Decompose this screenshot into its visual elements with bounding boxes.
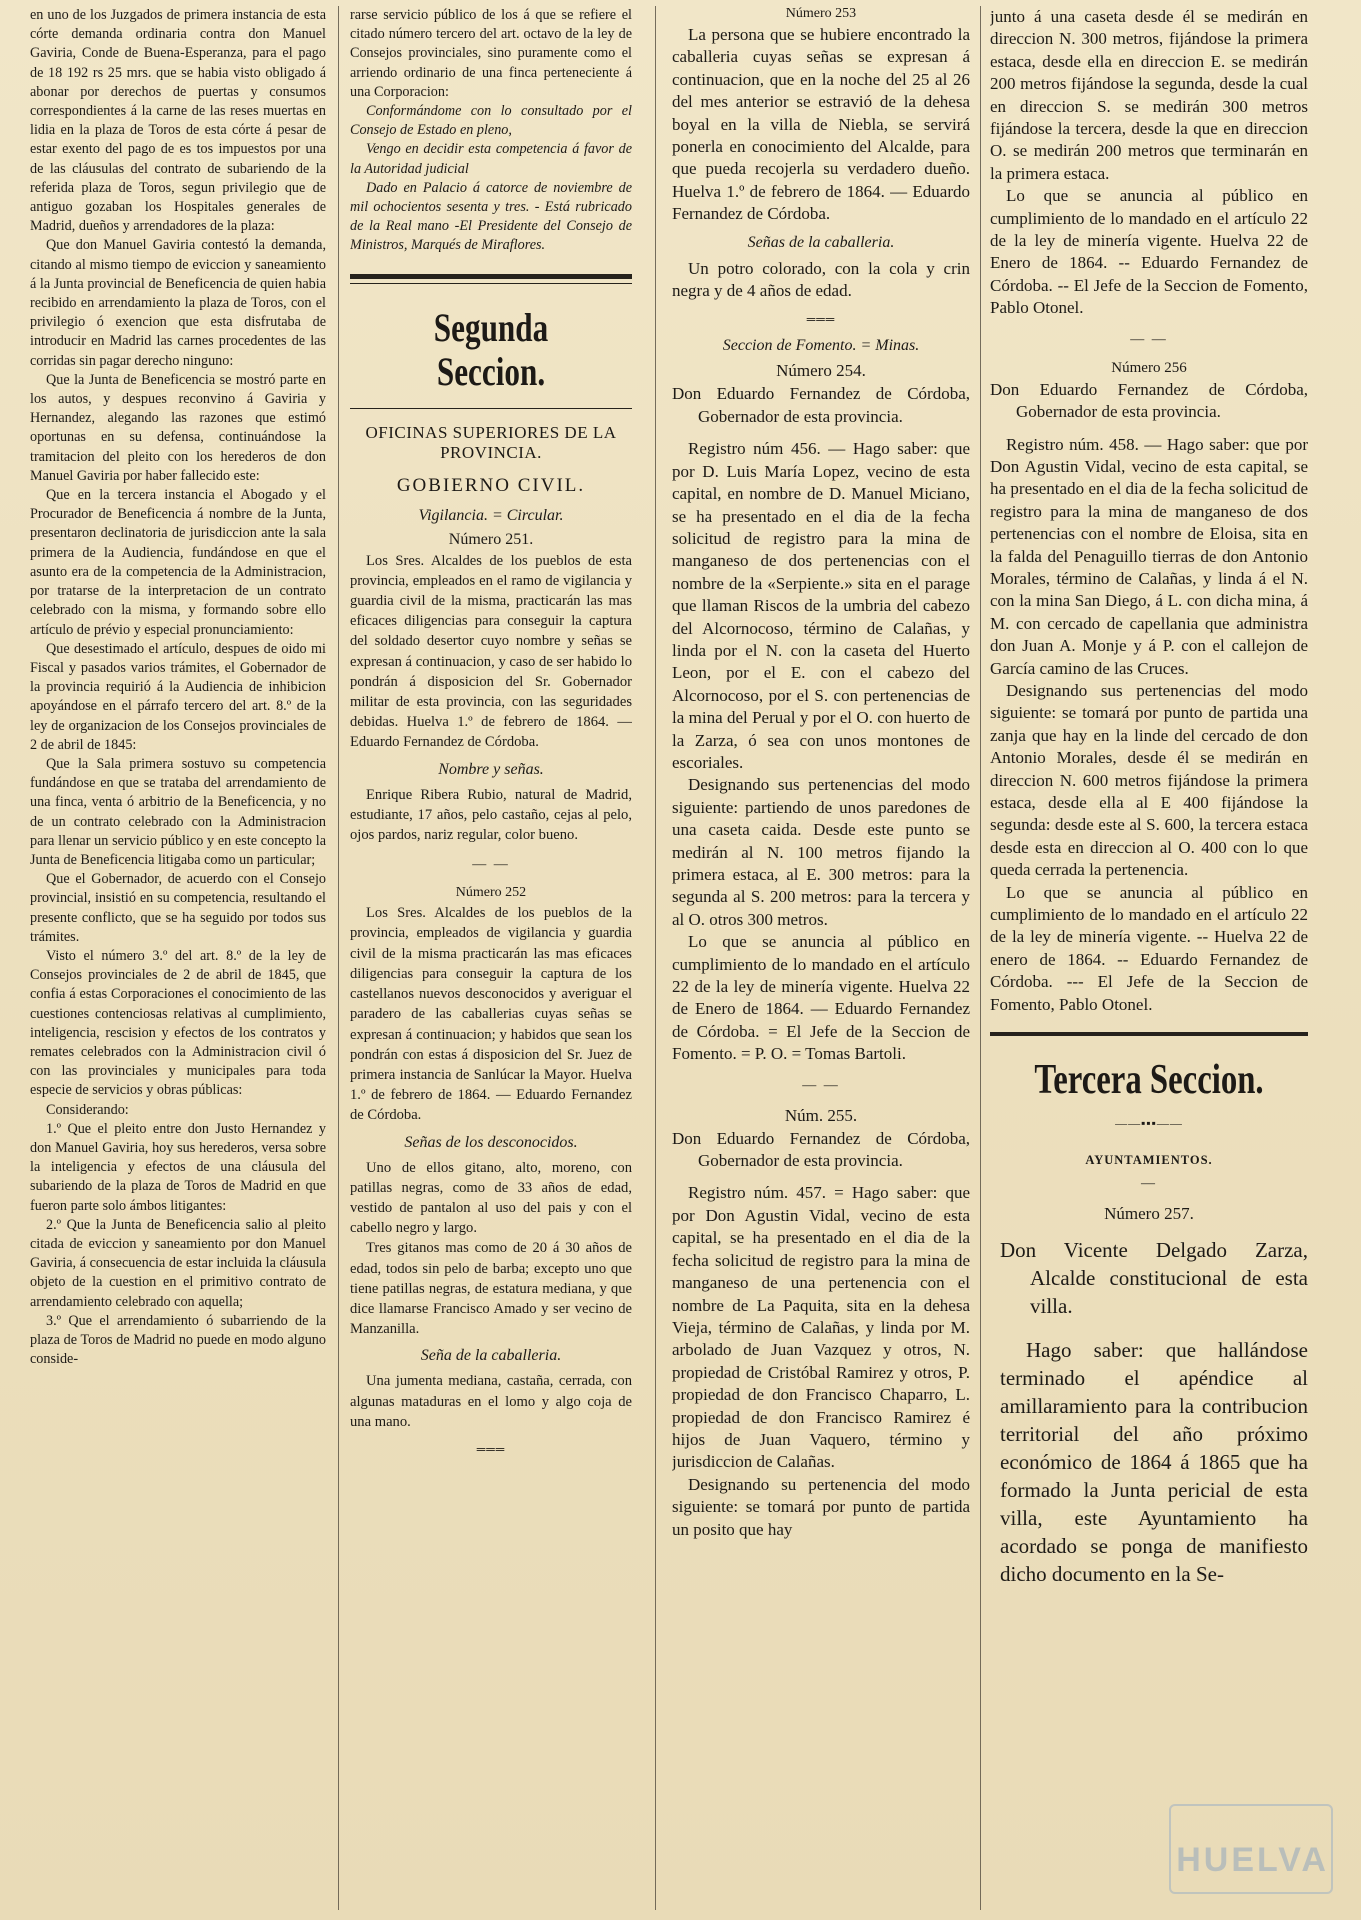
- paragraph: Tres gitanos mas como de 20 á 30 años de edad, todos sin pelo de barba; excepto uno que tiene patillas negras, de estatura mediana, y que dice llamarse Francisco Amado y ser vecino de Manzanilla.: [350, 1240, 632, 1338]
- section-title: Segunda Seccion.: [433, 304, 549, 394]
- paragraph: 3.º Que el arrendamiento ó subarriendo de la plaza de Toros de Madrid no puede en modo alguno conside-: [30, 1312, 326, 1368]
- notice-number: Número 253: [785, 6, 857, 21]
- paragraph: Vengo en decidir esta competencia á favor de la Autoridad judicial: [350, 141, 632, 177]
- notice-number: Núm. 255.: [784, 1105, 858, 1125]
- section-title: Tercera Seccion.: [1034, 1057, 1264, 1104]
- paragraph: Que la Junta de Beneficencia se mostró parte en los autos, y despues reconvino á Gaviria y Hernandez, alegando las razones que estimó oportunas en su defensa, continuándose la tramitacion del pleito con los herederos de don Manuel Gaviria por haber fallecido este:: [30, 371, 326, 484]
- column-4: [990, 6, 1308, 1920]
- paragraph: rarse servicio público de los á que se refiere el citado número tercero del art. octavo de la ley de Consejos provinciales, sino puramente como el arriendo ordinario de una finca perteneciente á una Corporacion:: [350, 7, 632, 100]
- ornament: ——▪▪▪——: [1115, 1116, 1183, 1131]
- ayuntamientos-heading: AYUNTAMIENTOS.: [1085, 1153, 1213, 1168]
- paragraph: Que el Gobernador, de acuerdo con el Consejo provincial, insistió en su competencia, resultando el presente conflicto, que se ha seguido por todos sus trámites.: [30, 871, 326, 945]
- section-rule: [350, 283, 632, 284]
- paragraph: Uno de ellos gitano, alto, moreno, con patillas negras, como de 33 años de edad, vestido de pantalon al uso del pais y con el cabello negro y largo.: [350, 1159, 632, 1237]
- paragraph: Dado en Palacio á catorce de noviembre de mil ochocientos sesenta y tres. - Está rubricado de la Real mano -El Presidente del Consejo de Ministros, Marqués de Miraflores.: [350, 179, 632, 254]
- subheading: Seccion de Fomento. = Minas.: [722, 337, 920, 355]
- paragraph: La persona que se hubiere encontrado la caballeria cuyas señas se expresan á continuacion, que en la noche del 25 al 26 del mes anterior se estravió de la dehesa boyal en la villa de Niebla, se servirá ponerla en conocimiento del Alcalde, para que pueda recojerla su verdadero dueño. Huelva 1.º de febrero de 1864. — Eduardo Fernandez de Córdoba.: [672, 25, 970, 224]
- subheading: Vigilancia. = Circular.: [418, 506, 564, 524]
- subheading: Señas de los desconocidos.: [404, 1133, 578, 1151]
- stamp-watermark: HUELVA: [1176, 1841, 1329, 1879]
- paragraph: Don Eduardo Fernandez de Córdoba, Gobernador de esta provincia.: [672, 384, 970, 426]
- paragraph: Don Vicente Delgado Zarza, Alcalde constitucional de esta villa.: [1000, 1238, 1308, 1319]
- column-3: [672, 6, 970, 1920]
- paragraph: Designando su pertenencia del modo siguiente: se tomará por punto de partida un posito que hay: [672, 1474, 970, 1539]
- column-1: [30, 6, 326, 1920]
- paragraph: Visto el número 3.º del art. 8.º de la ley de Consejos provinciales de 2 de abril de 1845, que confia á estas Corporaciones el conocimiento de las cuestiones contenciosas relativas al cumplimiento, inteligencia, rescision y efectos de los contratos y remates celebrados con la Administracion civil ó con las provinciales y municipales para toda especie de servicios y obras públicas:: [30, 947, 326, 1099]
- column-divider: [980, 6, 981, 1910]
- subheading: Seña de la caballeria.: [420, 1347, 562, 1365]
- paragraph: Considerando:: [46, 1101, 129, 1118]
- separator: — —: [472, 857, 510, 873]
- ornament: ═══: [476, 1441, 506, 1456]
- paragraph: Enrique Ribera Rubio, natural de Madrid, estudiante, 17 años, pelo castaño, cejas al pelo, ojos pardos, nariz regular, color bueno.: [350, 786, 632, 844]
- paragraph: Conformándome con lo consultado por el Consejo de Estado en pleno,: [350, 103, 632, 139]
- section-rule: [350, 408, 632, 409]
- notice-number: Número 256: [1111, 359, 1187, 376]
- paragraph: Designando sus pertenencias del modo siguiente: se tomará por punto de partida una zanja que hay en la linde del cercado de don Antonio Morales, desde él se medirán en direccion N. 600 metros fijándose la primera estaca, desde ella al E 400 fijándose la segunda: desde este al S. 600, la tercera estaca desde esta en direccion al O. 400 con lo que queda cerrada la pertenencia.: [990, 680, 1308, 880]
- paragraph: 1.º Que el pleito entre don Justo Hernandez y don Manuel Gaviria, hoy sus herederos, versa sobre la inteligencia y efectos de una cláusula del subariendo de la plaza de Toros de Madrid en que fueron parte solo ámbos litigantes:: [30, 1120, 326, 1214]
- subheading: Señas de la caballeria.: [747, 233, 895, 251]
- paragraph: en uno de los Juzgados de primera instancia de esta córte demanda ordinaria contra don Manuel Gaviria, Conde de Buena-Esperanza, para el pago de 18 192 rs 25 mrs. que se habia visto obligado á abonar por derechos de puertas y consumos correspondientes á la carne de las reses muertas en lidia en la plaza de Toros de esta córte á pesar de estar exento del pago de es tos impuestos por una de las cláusulas del contrato de subariendo de la referida plaza de Toros, segun privilegio que de antiguo gozaban los Hospitales generales de Madrid, dueños y arrendadores de la plaza:: [30, 7, 326, 235]
- paragraph: Lo que se anuncia al público en cumplimiento de lo mandado en el artículo 22 de la ley de minería vigente. Huelva 22 de Enero de 1864. — Eduardo Fernandez de Córdoba. = El Jefe de la Seccion de Fomento. = P. O. = Tomas Bartoli.: [672, 932, 970, 1064]
- paragraph: Designando sus pertenencias del modo siguiente: partiendo de unos paredones de una caseta caida. Desde este punto se medirán al N. 100 metros fijando la primera estaca, al E. 300 metros: para la segunda al S. 200 metros: para la tercera y al O. otros 300 metros.: [672, 775, 970, 929]
- paragraph: Registro núm 456. — Hago saber: que por D. Luis María Lopez, vecino de esta capital, en nombre de D. Manuel Miciano, se ha presentado en el dia de la fecha solicitud de registro para la mina de manganeso de dos pertenencias con el nombre de la «Serpiente.» sita en el parage que llaman Riscos de la umbria del cabezo del Alcornocoso, término de Calañas, y linda por el N. con la caseta del Huerto Leon, por el E. con el cabezo del Alcornocoso, por el S. con pertenencias de la mina del Perual y por el O. con huerto de la Zarza, ó sea con unos montones de escoriales.: [672, 439, 970, 772]
- subheading: Nombre y señas.: [438, 760, 544, 778]
- paragraph: Don Eduardo Fernandez de Córdoba, Gobernador de esta provincia.: [990, 379, 1308, 422]
- paragraph: Registro núm. 457. = Hago saber: que por Don Agustin Vidal, vecino de esta capital, se ha presentado en el dia de la fecha solicitud de registro para la mina de manganeso de una pertenencia con el nombre de La Paquita, sita en la dehesa Vieja, término de Calañas, y linda por M. arbolado de Juan Vazquez y otros, N. propiedad de Cristóbal Ramirez y otros, P. propiedad de don Francisco Chaparro, L. propiedad de don Francisco Ramirez é hijos de Juan Vaquero, término y jurisdiccion de Calañas.: [672, 1183, 970, 1472]
- paragraph: Una jumenta mediana, castaña, cerrada, con algunas mataduras en el lomo y algo coja de una mano.: [350, 1373, 632, 1430]
- office-heading: OFICINAS SUPERIORES DE LA PROVINCIA.: [365, 422, 617, 462]
- paragraph: Los Sres. Alcaldes de los pueblos de esta provincia, empleados en el ramo de vigilancia y guardia civil de la misma, practicarán las mas eficaces diligencias para conseguir la captura del soldado desertor cuyo nombre y señas se expresan á continuacion, y caso de ser habido lo pondrán á disposicion del Sr. Gobernador militar de esta provincia, con las seguridades debidas. Huelva 1.º de febrero de 1864. — Eduardo Fernandez de Córdoba.: [350, 552, 632, 751]
- notice-number: Número 257.: [1104, 1204, 1194, 1224]
- paragraph: Que desestimado el artículo, despues de oido mi Fiscal y pasados varios trámites, el Gobernador de la provincia requirió á la Audiencia de inhibicion apoyándose en el párrafo tercero del art. 8.º de la ley de organizacion de los Consejos provinciales de 2 de abril de 1845:: [30, 640, 326, 753]
- separator: — —: [1130, 331, 1168, 347]
- paragraph: Que la Sala primera sostuvo su competencia fundándose en que se trataba del arrendamiento de una finca, venta ó arbitrio de la Beneficencia, y no de un contrato celebrado con la Administracion para llenar un servicio público y en este concepto la Junta de Beneficencia litigaba como un particular;: [30, 755, 326, 868]
- paragraph: Lo que se anuncia al público en cumplimiento de lo mandado en el artículo 22 de la ley de minería vigente. Huelva 22 de Enero de 1864. -- Eduardo Fernandez de Córdoba. -- El Jefe de la Seccion de Fomento, Pablo Otonel.: [990, 186, 1308, 318]
- paragraph: Don Eduardo Fernandez de Córdoba, Gobernador de esta provincia.: [672, 1128, 970, 1171]
- column-2: [350, 6, 632, 1920]
- notice-number: Número 251.: [448, 530, 534, 548]
- paragraph: 2.º Que la Junta de Beneficencia salio al pleito citada de eviccion y saneamiento por don Manuel Gaviria, á consecuencia de estar incluida la cláusula objeto de la cuestion en el primitivo contrato de arrendamiento celebrado con aquella;: [30, 1216, 326, 1310]
- paragraph: Hago saber: que hallándose terminado el apéndice al amillaramiento para la contribucion territorial del año próximo económico de 1864 á 1865 que ha formado la Junta pericial de esta villa, este Ayuntamiento ha acordado se ponga de manifiesto dicho documento en la Se-: [1000, 1338, 1308, 1587]
- paragraph: Que don Manuel Gaviria contestó la demanda, citando al mismo tiempo de eviccion y saneamiento á la Junta provincial de Beneficencia de quien habia recibido en arrendamiento la plaza de Toros, con el privilegio ó exencion que esta disfrutaba de introducir en Madrid las carnes procedentes de las corridas sin pagar derecho ninguno:: [30, 237, 326, 369]
- notice-number: Número 252: [455, 885, 527, 901]
- paragraph: Registro núm. 458. — Hago saber: que por Don Agustin Vidal, vecino de esta capital, se ha presentado en el dia de la fecha solicitud de registro para la mina de manganeso de dos pertenencias con el nombre de Eloisa, sita en la falda del Penaguillo tierras de don Antonio Morales, término de Calañas, y linda á el N. con la mina San Diego, á L. con dicha mina, á M. con cercado de capellania que administra don Juan A. Monje y á P. con el callejon de García camino de las Cruces.: [990, 434, 1308, 678]
- paragraph: Lo que se anuncia al público en cumplimiento de lo mandado en el artículo 22 de la ley de minería vigente. -- Huelva 22 de enero de 1864. -- Eduardo Fernandez de Córdoba. --- El Jefe de la Seccion de Fomento, Pablo Otonel.: [990, 882, 1308, 1014]
- column-divider: [338, 6, 339, 1910]
- section-rule: [990, 1032, 1308, 1036]
- separator: — —: [802, 1077, 840, 1093]
- paragraph: Los Sres. Alcaldes de los pueblos de la provincia, empleados de vigilancia y guardia civil de la misma practicarán las mas eficaces diligencias para conseguir la captura de los castellanos nuevos desconocidos y averiguar el paradero de las caballerias cuyas señas se expresan á continuacion; y habidos que sean los pondrán con estas á disposicion del Sr. Juez de primera instancia de Sanlúcar la Mayor. Huelva 1.º de febrero de 1864. — Eduardo Fernandez de Córdoba.: [350, 905, 632, 1124]
- paragraph: junto á una caseta desde él se medirán en direccion N. 300 metros, fijándose la primera estaca, desde ella en direccion E. se medirán 200 metros fijándose la segunda, desde la cual en direccion S. se medirán 300 metros fijándose la tercera, desde la que en direccion O. se medirán 200 metros que terminarán en la primera estaca.: [990, 7, 1308, 183]
- section-rule: [350, 274, 632, 279]
- notice-number: Número 254.: [776, 361, 866, 381]
- ornament: ═══: [806, 312, 836, 327]
- paragraph: Un potro colorado, con la cola y crin negra y de 4 años de edad.: [672, 258, 970, 301]
- column-divider: [655, 6, 656, 1910]
- paragraph: Que en la tercera instancia el Abogado y el Procurador de Beneficencia á nombre de la Junta, presentaron declinatoria de jurisdiccion ante la sala primera de la Audiencia, fundándose en que el asunto era de la competencia de la Administracion, por tratarse de la interpretacion de un contrato celebrado con la misma, y formando sobre ello artículo de prévio y especial pronunciamiento:: [30, 487, 326, 638]
- government-heading: GOBIERNO CIVIL.: [396, 474, 586, 496]
- separator: —: [1141, 1176, 1157, 1192]
